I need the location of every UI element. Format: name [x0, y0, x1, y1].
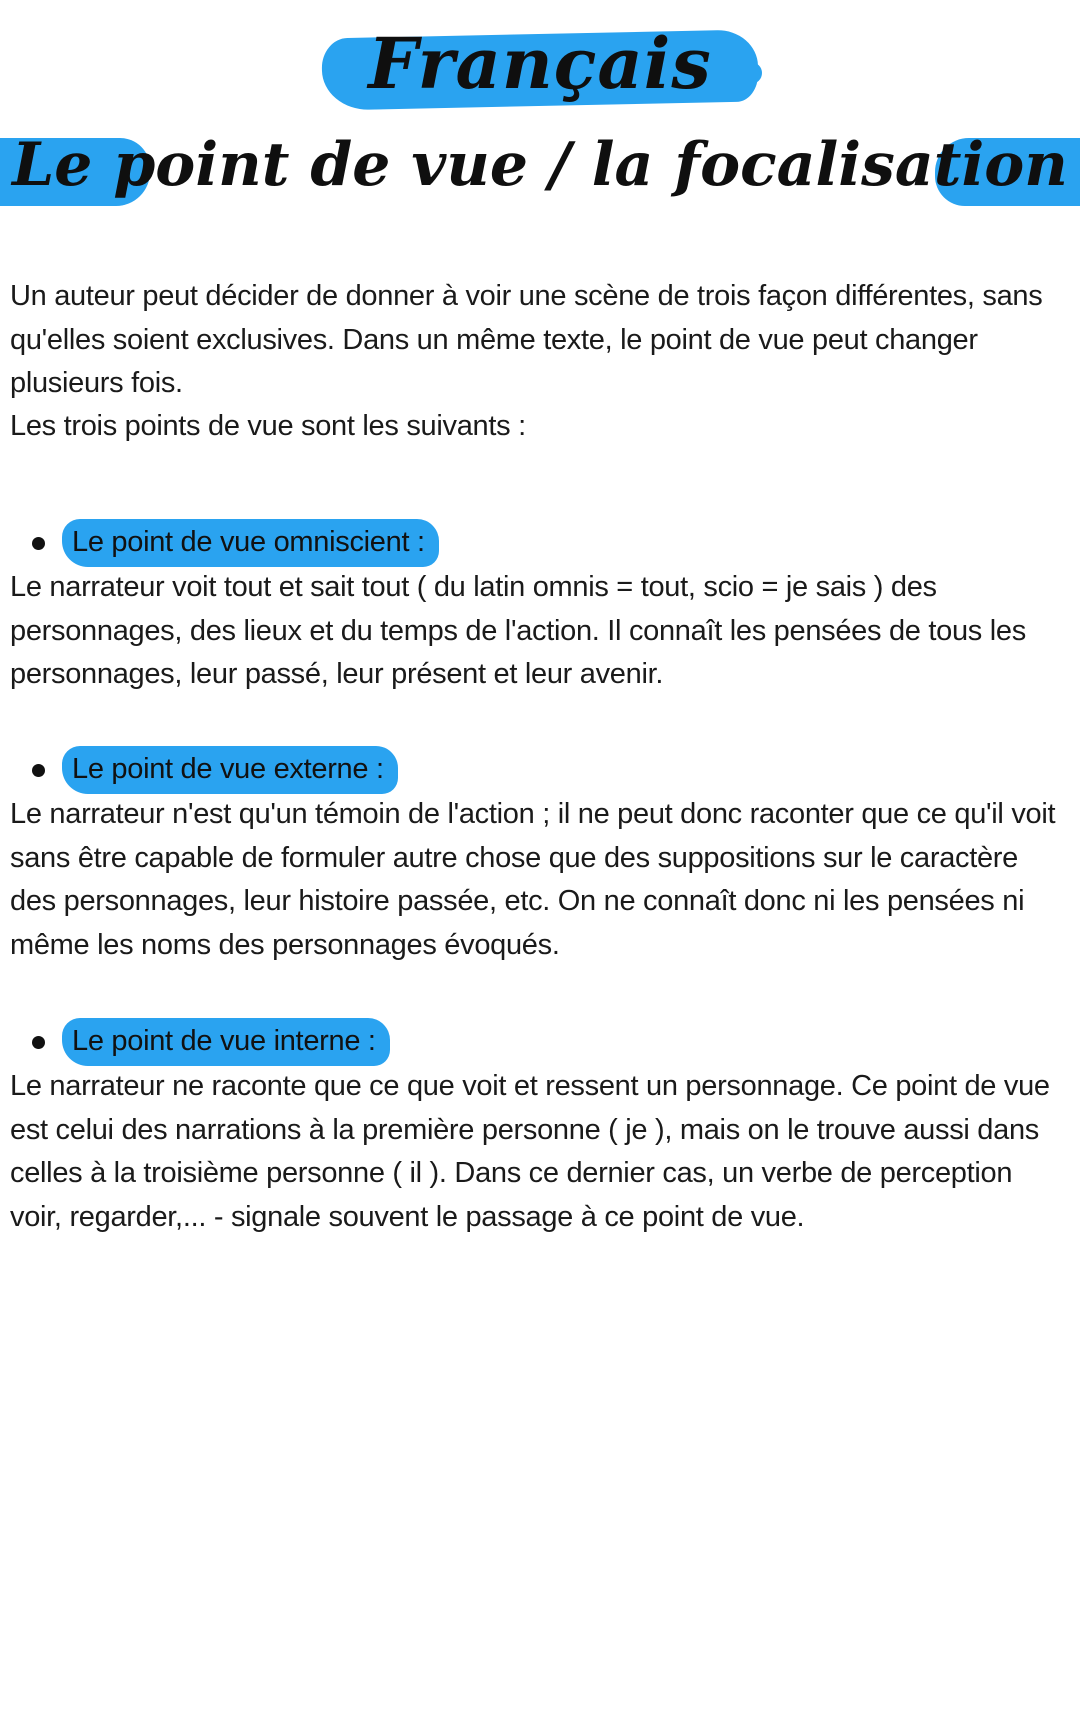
section-body-interne: Le narrateur ne raconte que ce que voit et ressent un personnage. Ce point de vue est celui des narrations à la première personne ( je ), mais on le trouve aussi dans celles à la troisième personne ( il ). Dans ce dernier cas, un verbe de perception voir, regarder,... - signale souvent le passage à ce point de vue.: [10, 1070, 1050, 1233]
heading-highlight: Le point de vue externe :: [62, 746, 398, 794]
section-heading-interne: [32, 1017, 390, 1067]
section-body-omniscient: Le narrateur voit tout et sait tout ( du latin omnis = tout, scio = je sais ) des personnages, des lieux et du temps de l'action. Il connaît les pensées de tous les personnages, leur passé, leur présent et leur avenir.: [10, 571, 1026, 690]
bullet-icon: [32, 1036, 45, 1049]
heading-highlight: Le point de vue omniscient :: [62, 519, 439, 567]
intro-paragraph: Un auteur peut décider de donner à voir une scène de trois façon différentes, sans qu'elles soient exclusives. Dans un même texte, le point de vue peut changer plusieurs fois.: [10, 280, 1043, 399]
section-heading-externe: [32, 745, 398, 795]
bullet-icon: [32, 764, 45, 777]
section-heading-omniscient: [32, 518, 439, 568]
page-subtitle: Le point de vue / la focalisation: [12, 130, 1068, 200]
section-body-externe: Le narrateur n'est qu'un témoin de l'action ; il ne peut donc raconter que ce qu'il voit sans être capable de formuler autre chose que des suppositions sur le caractère des personnages, leur histoire passée, etc. On ne connaît donc ni les pensées ni même les noms des personnages évoqués.: [10, 798, 1056, 961]
heading-highlight: Le point de vue interne :: [62, 1018, 390, 1066]
page-title: Français: [368, 22, 712, 105]
intro-lead: Les trois points de vue sont les suivants :: [10, 410, 526, 442]
bullet-icon: [32, 537, 45, 550]
